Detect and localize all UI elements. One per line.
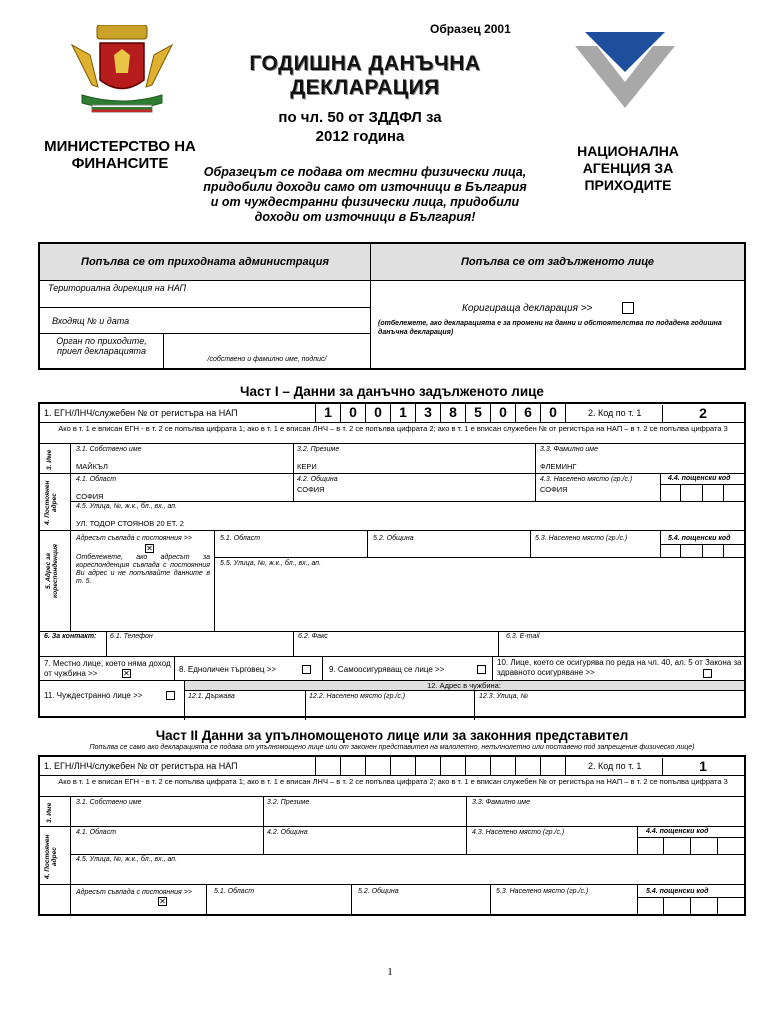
code-value[interactable]: 2: [662, 405, 743, 423]
p2-corr-same-checkbox[interactable]: ✕: [159, 897, 166, 906]
corr-side-label: 5. Адрес за кореспонденция: [45, 544, 59, 598]
corr-postcode-label: 5.4. пощенски код: [668, 535, 731, 542]
p2-first-name-label: 3.1. Собствено име: [76, 799, 142, 806]
country-label: 12.1. Държава: [188, 693, 235, 700]
foreign-person-checkbox[interactable]: [166, 691, 175, 700]
sole-trader-checkbox[interactable]: [302, 665, 311, 674]
foreign-street-label: 12.3. Улица, №: [479, 693, 529, 700]
incoming-label: Входящ № и дата: [52, 316, 130, 326]
egn-digit: 1: [390, 404, 415, 422]
submission-note: Образецът се подава от местни физически лица, придобили доходи само от източници в България и от чуждестранни физически лица, придобили доходи от източници в България!: [203, 165, 527, 224]
postcode-field[interactable]: [660, 484, 744, 502]
foreign-person-label: 11. Чуждестранно лице >>: [44, 691, 143, 700]
last-name-value[interactable]: ФЛЕМИНГ: [540, 462, 577, 471]
ministry-name: МИНИСТЕРСТВО НА ФИНАНСИТЕ: [44, 138, 196, 172]
egn-digit: 1: [315, 404, 340, 422]
organ-label: Орган по приходите, приел декларацията: [40, 334, 164, 368]
form-title: ГОДИШНА ДАНЪЧНА ДЕКЛАРАЦИЯ: [249, 52, 481, 99]
insured-health-label: 10. Лице, което се осигурява по реда на чл. 40, ал. 5 от Закона за здравното осигуряване >>: [497, 658, 742, 677]
form-subtitle: [250, 108, 470, 146]
part2-frame: [38, 755, 746, 916]
p2-settlement-label: 4.3. Населено място (гр./с.): [472, 829, 565, 836]
p2-corr-region-label: 5.1. Област: [214, 888, 255, 895]
p2-corr-settlement-label: 5.3. Населено място (гр./с.): [496, 888, 589, 895]
corr-street-label: 5.5. Улица, №, ж.к., бл., вх., ап.: [220, 560, 322, 567]
incoming-number-field[interactable]: [40, 308, 371, 334]
p2-street-label: 4.5. Улица, №, ж.к., бл., вх., ап.: [76, 856, 178, 863]
egn-digit: 3: [415, 404, 440, 422]
egn-digit: 0: [540, 404, 566, 422]
street-label: 4.5. Улица, №, ж.к., бл., вх., ап.: [76, 503, 178, 510]
corr-region-label: 5.1. Област: [220, 535, 261, 542]
p2-region-label: 4.1. Област: [76, 829, 117, 836]
page-number: 1: [387, 966, 393, 978]
corrective-label: Коригираща декларация >>: [462, 303, 593, 314]
admin-left-header: Попълва се от приходната администрация: [40, 244, 371, 281]
p2-municipality-label: 4.2. Община: [267, 829, 308, 836]
local-person-checkbox[interactable]: ✕: [123, 669, 130, 678]
subtitle-line1: по чл. 50 от ЗДДФЛ за: [278, 109, 442, 126]
egn-digits[interactable]: [315, 404, 566, 422]
admin-right-header: Попълва се от задълженото лице: [371, 244, 744, 281]
corr-settlement-label: 5.3. Населено място (гр./с.): [535, 535, 628, 542]
street-value[interactable]: УЛ. ТОДОР СТОЯНОВ 20 ЕТ. 2: [76, 519, 184, 528]
p2-name-side-label: 3. Име: [46, 802, 53, 824]
name-side-label: 3. Име: [46, 449, 53, 471]
p2-code-value[interactable]: 1: [662, 758, 743, 776]
contact-label: 6. За контакт:: [44, 633, 97, 640]
municipality-label: 4.2. Община: [297, 476, 338, 483]
p2-corr-municipality-label: 5.2. Община: [358, 888, 399, 895]
region-label: 4.1. Област: [76, 476, 117, 483]
local-person-label: 7. Местно лице, което няма доход от чужбина >>: [44, 659, 171, 678]
nap-logo-icon: [575, 30, 675, 110]
egn-digit: 6: [515, 404, 540, 422]
part2-note: Попълва се само ако декларацията се подава от упълномощено лице или от законен представител на малолетно, непълнолетно или поставено под запрещение физическо лице): [89, 744, 695, 751]
part1-title: Част I – Данни за данъчно задълженото лице: [240, 384, 544, 399]
egn-digit: 0: [340, 404, 365, 422]
settlement-label: 4.3. Населено място (гр./с.): [540, 476, 633, 483]
city-label: 12.2. Населено място (гр./с.): [309, 693, 406, 700]
p2-egn-label: 1. ЕГН/ЛНЧ/служебен № от регистъра на НАП: [44, 761, 238, 771]
p2-code-note: Ако в т. 1 е вписан ЕГН - в т. 2 се попълва цифрата 1; ако в т. 1 е вписан ЛНЧ – в т. 2 се попълва цифрата 2; ако в т. 1 е вписан служебен № от регистъра на НАП – в т. 2 се попълва цифрата 3: [58, 777, 728, 786]
sole-trader-label: 8. Едноличен търговец >>: [179, 665, 277, 674]
admin-box: [38, 242, 746, 370]
bulgarian-coat-of-arms-icon: [62, 25, 182, 115]
form-sample-label: Образец 2001: [430, 22, 511, 36]
corr-note: Отбележете, ако адресът за кореспонденция съвпада с постоянния Ви адрес и не попълвайте данните в т. 5.: [76, 554, 210, 585]
egn-digit: 0: [490, 404, 515, 422]
part1-frame: [38, 402, 746, 718]
phone-label: 6.1. Телефон: [110, 633, 153, 640]
address-side-label: 4. Постоянен адрес: [44, 480, 58, 526]
email-label: 6.3. E-mail: [506, 633, 540, 640]
corr-same-label: Адресът съвпада с постоянния >>: [76, 535, 192, 542]
code-note: Ако в т. 1 е вписан ЕГН - в т. 2 се попълва цифрата 1; ако в т. 1 е вписан ЛНЧ – в т. 2 се попълва цифрата 2; ако в т. 1 е вписан служебен № от регистъра на НАП – в т. 2 се попълва цифрата 3: [58, 424, 728, 433]
postcode-label: 4.4. пощенски код: [668, 475, 731, 482]
region-value[interactable]: СОФИЯ: [76, 492, 104, 501]
corr-same-checkbox[interactable]: ✕: [146, 544, 153, 553]
municipality-value[interactable]: СОФИЯ: [297, 485, 325, 494]
self-insured-label: 9. Самоосигуряващ се лице >>: [329, 665, 445, 674]
egn-label: 1. ЕГН/ЛНЧ/служебен № от регистъра на НАП: [44, 408, 238, 418]
middle-name-label: 3.2. Презиме: [297, 446, 340, 453]
p2-middle-name-label: 3.2. Презиме: [267, 799, 310, 806]
egn-digit: 0: [365, 404, 390, 422]
territorial-label: Териториална дирекция на НАП: [48, 283, 187, 293]
subtitle-line2: 2012 година: [315, 128, 405, 145]
self-insured-checkbox[interactable]: [477, 665, 486, 674]
egn-digit: 5: [465, 404, 490, 422]
code-label: 2. Код по т. 1: [588, 408, 642, 418]
middle-name-value[interactable]: КЕРИ: [297, 462, 317, 471]
p2-corr-same-label: Адресът съвпада с постоянния >>: [76, 889, 192, 896]
territorial-directorate-field[interactable]: [40, 280, 371, 308]
corrective-note: (отбележете, ако декларацията е за промени на данни и обстоятелства по подадена годишна данъчна декларация): [378, 320, 722, 336]
settlement-value[interactable]: СОФИЯ: [540, 485, 568, 494]
fax-label: 6.2. Факс: [298, 633, 328, 640]
corrective-checkbox[interactable]: [622, 302, 634, 314]
p2-address-side-label: 4. Постоянен адрес: [44, 834, 58, 880]
agency-name: НАЦИОНАЛНА АГЕНЦИЯ ЗА ПРИХОДИТЕ: [577, 143, 679, 193]
part2-title: Част II Данни за упълномощеното лице или за законния представител: [155, 728, 629, 743]
corr-municipality-label: 5.2. Община: [373, 535, 414, 542]
corr-postcode-field[interactable]: [660, 544, 744, 558]
abroad-address-label: 12. Адрес в чужбина:: [427, 681, 501, 690]
p2-postcode-field[interactable]: [637, 837, 744, 855]
p2-code-label: 2. Код по т. 1: [588, 761, 642, 771]
p2-egn-digits[interactable]: [315, 757, 566, 775]
p2-postcode-label: 4.4. пощенски код: [646, 828, 709, 835]
insured-health-checkbox[interactable]: [703, 669, 712, 678]
p2-corr-postcode-label: 5.4. пощенски код: [646, 888, 709, 895]
signature-label: /собствено и фамилно име, подпис/: [207, 356, 327, 363]
p2-last-name-label: 3.3. Фамилно име: [472, 799, 530, 806]
signature-field[interactable]: [164, 334, 371, 368]
last-name-label: 3.3. Фамилно име: [540, 446, 598, 453]
p2-corr-postcode-field[interactable]: [637, 897, 744, 915]
egn-digit: 8: [440, 404, 465, 422]
first-name-label: 3.1. Собствено име: [76, 446, 142, 453]
first-name-value[interactable]: МАЙКЪЛ: [76, 462, 108, 471]
